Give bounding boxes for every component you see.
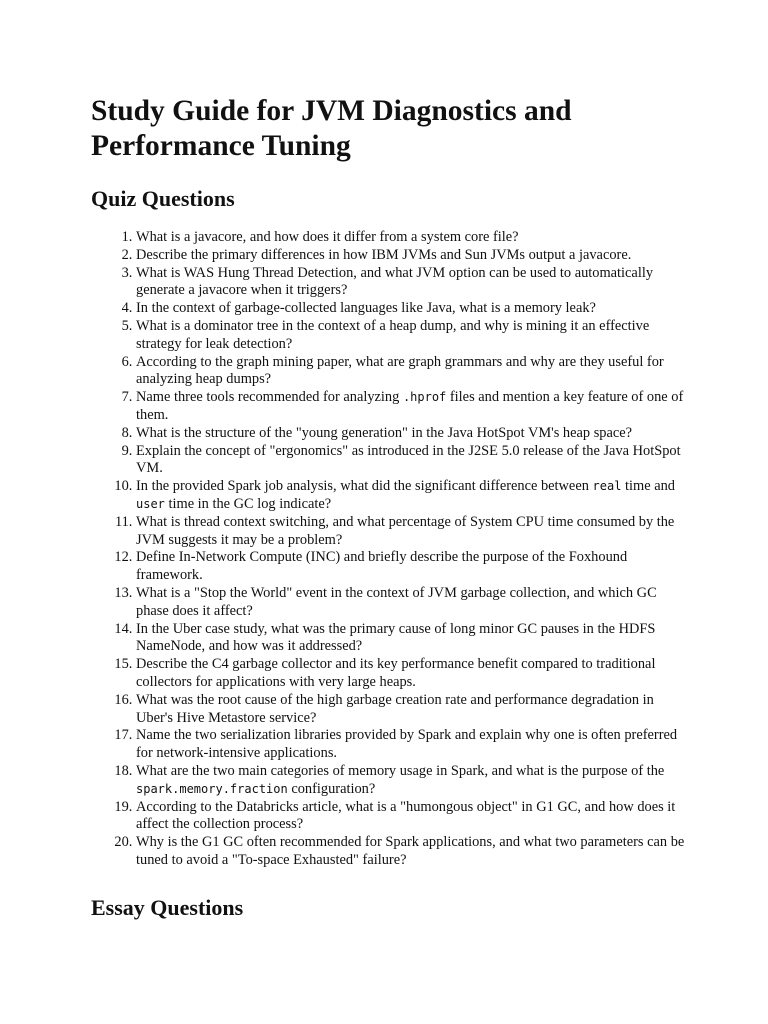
quiz-question-list <box>91 229 688 870</box>
quiz-question: 6. According to the graph mining paper, what are graph grammars and why are they useful for analyzing heap dumps? <box>136 354 688 390</box>
quiz-question: 9. Explain the concept of "ergonomics" as introduced in the J2SE 5.0 release of the Java HotSpot VM. <box>136 443 688 479</box>
quiz-question: 15. Describe the C4 garbage collector and its key performance benefit compared to traditional collectors for applications with very large heaps. <box>136 656 688 692</box>
essay-section-heading: Essay Questions <box>91 894 244 920</box>
quiz-question: 5. What is a dominator tree in the context of a heap dump, and why is mining it an effective strategy for leak detection? <box>136 318 688 354</box>
quiz-question: 10. In the provided Spark job analysis, what did the significant difference between real time and user time in the GC log indicate? <box>136 478 688 514</box>
quiz-question: 8. What is the structure of the "young generation" in the Java HotSpot VM's heap space? <box>136 425 688 443</box>
quiz-question: 14. In the Uber case study, what was the primary cause of long minor GC pauses in the HDFS NameNode, and how was it addressed? <box>136 621 688 657</box>
quiz-question: 18. What are the two main categories of memory usage in Spark, and what is the purpose of the spark.memory.fraction configuration? <box>136 763 688 799</box>
inline-code: .hprof <box>402 390 447 405</box>
quiz-question: 19. According to the Databricks article, what is a "humongous object" in G1 GC, and how does it affect the collection process? <box>136 799 688 835</box>
quiz-question: 17. Name the two serialization libraries provided by Spark and explain why one is often preferred for network-intensive applications. <box>136 727 688 763</box>
quiz-question: 2. Describe the primary differences in how IBM JVMs and Sun JVMs output a javacore. <box>136 247 688 265</box>
quiz-question: 12. Define In-Network Compute (INC) and briefly describe the purpose of the Foxhound framework. <box>136 549 688 585</box>
quiz-question: 3. What is WAS Hung Thread Detection, and what JVM option can be used to automatically generate a javacore when it triggers? <box>136 265 688 301</box>
quiz-question: 4. In the context of garbage-collected languages like Java, what is a memory leak? <box>136 300 688 318</box>
quiz-question: 11. What is thread context switching, and what percentage of System CPU time consumed by the JVM suggests it may be a problem? <box>136 514 688 550</box>
quiz-section-heading: Quiz Questions <box>91 186 235 211</box>
inline-code: real <box>592 479 622 494</box>
quiz-question: 20. Why is the G1 GC often recommended for Spark applications, and what two parameters can be tuned to avoid a "To-space Exhausted" failure? <box>136 834 688 870</box>
quiz-question: 7. Name three tools recommended for analyzing .hprof files and mention a key feature of one of them. <box>136 389 688 425</box>
inline-code: user <box>136 496 165 511</box>
quiz-question: 1. What is a javacore, and how does it differ from a system core file? <box>136 229 688 247</box>
inline-code: spark.memory.fraction <box>136 781 288 796</box>
quiz-question: 16. What was the root cause of the high garbage creation rate and performance degradation in Uber's Hive Metastore service? <box>136 692 688 728</box>
document-title: Study Guide for JVM Diagnostics and Performance Tuning <box>91 95 572 162</box>
quiz-question: 13. What is a "Stop the World" event in the context of JVM garbage collection, and which GC phase does it affect? <box>136 585 688 621</box>
